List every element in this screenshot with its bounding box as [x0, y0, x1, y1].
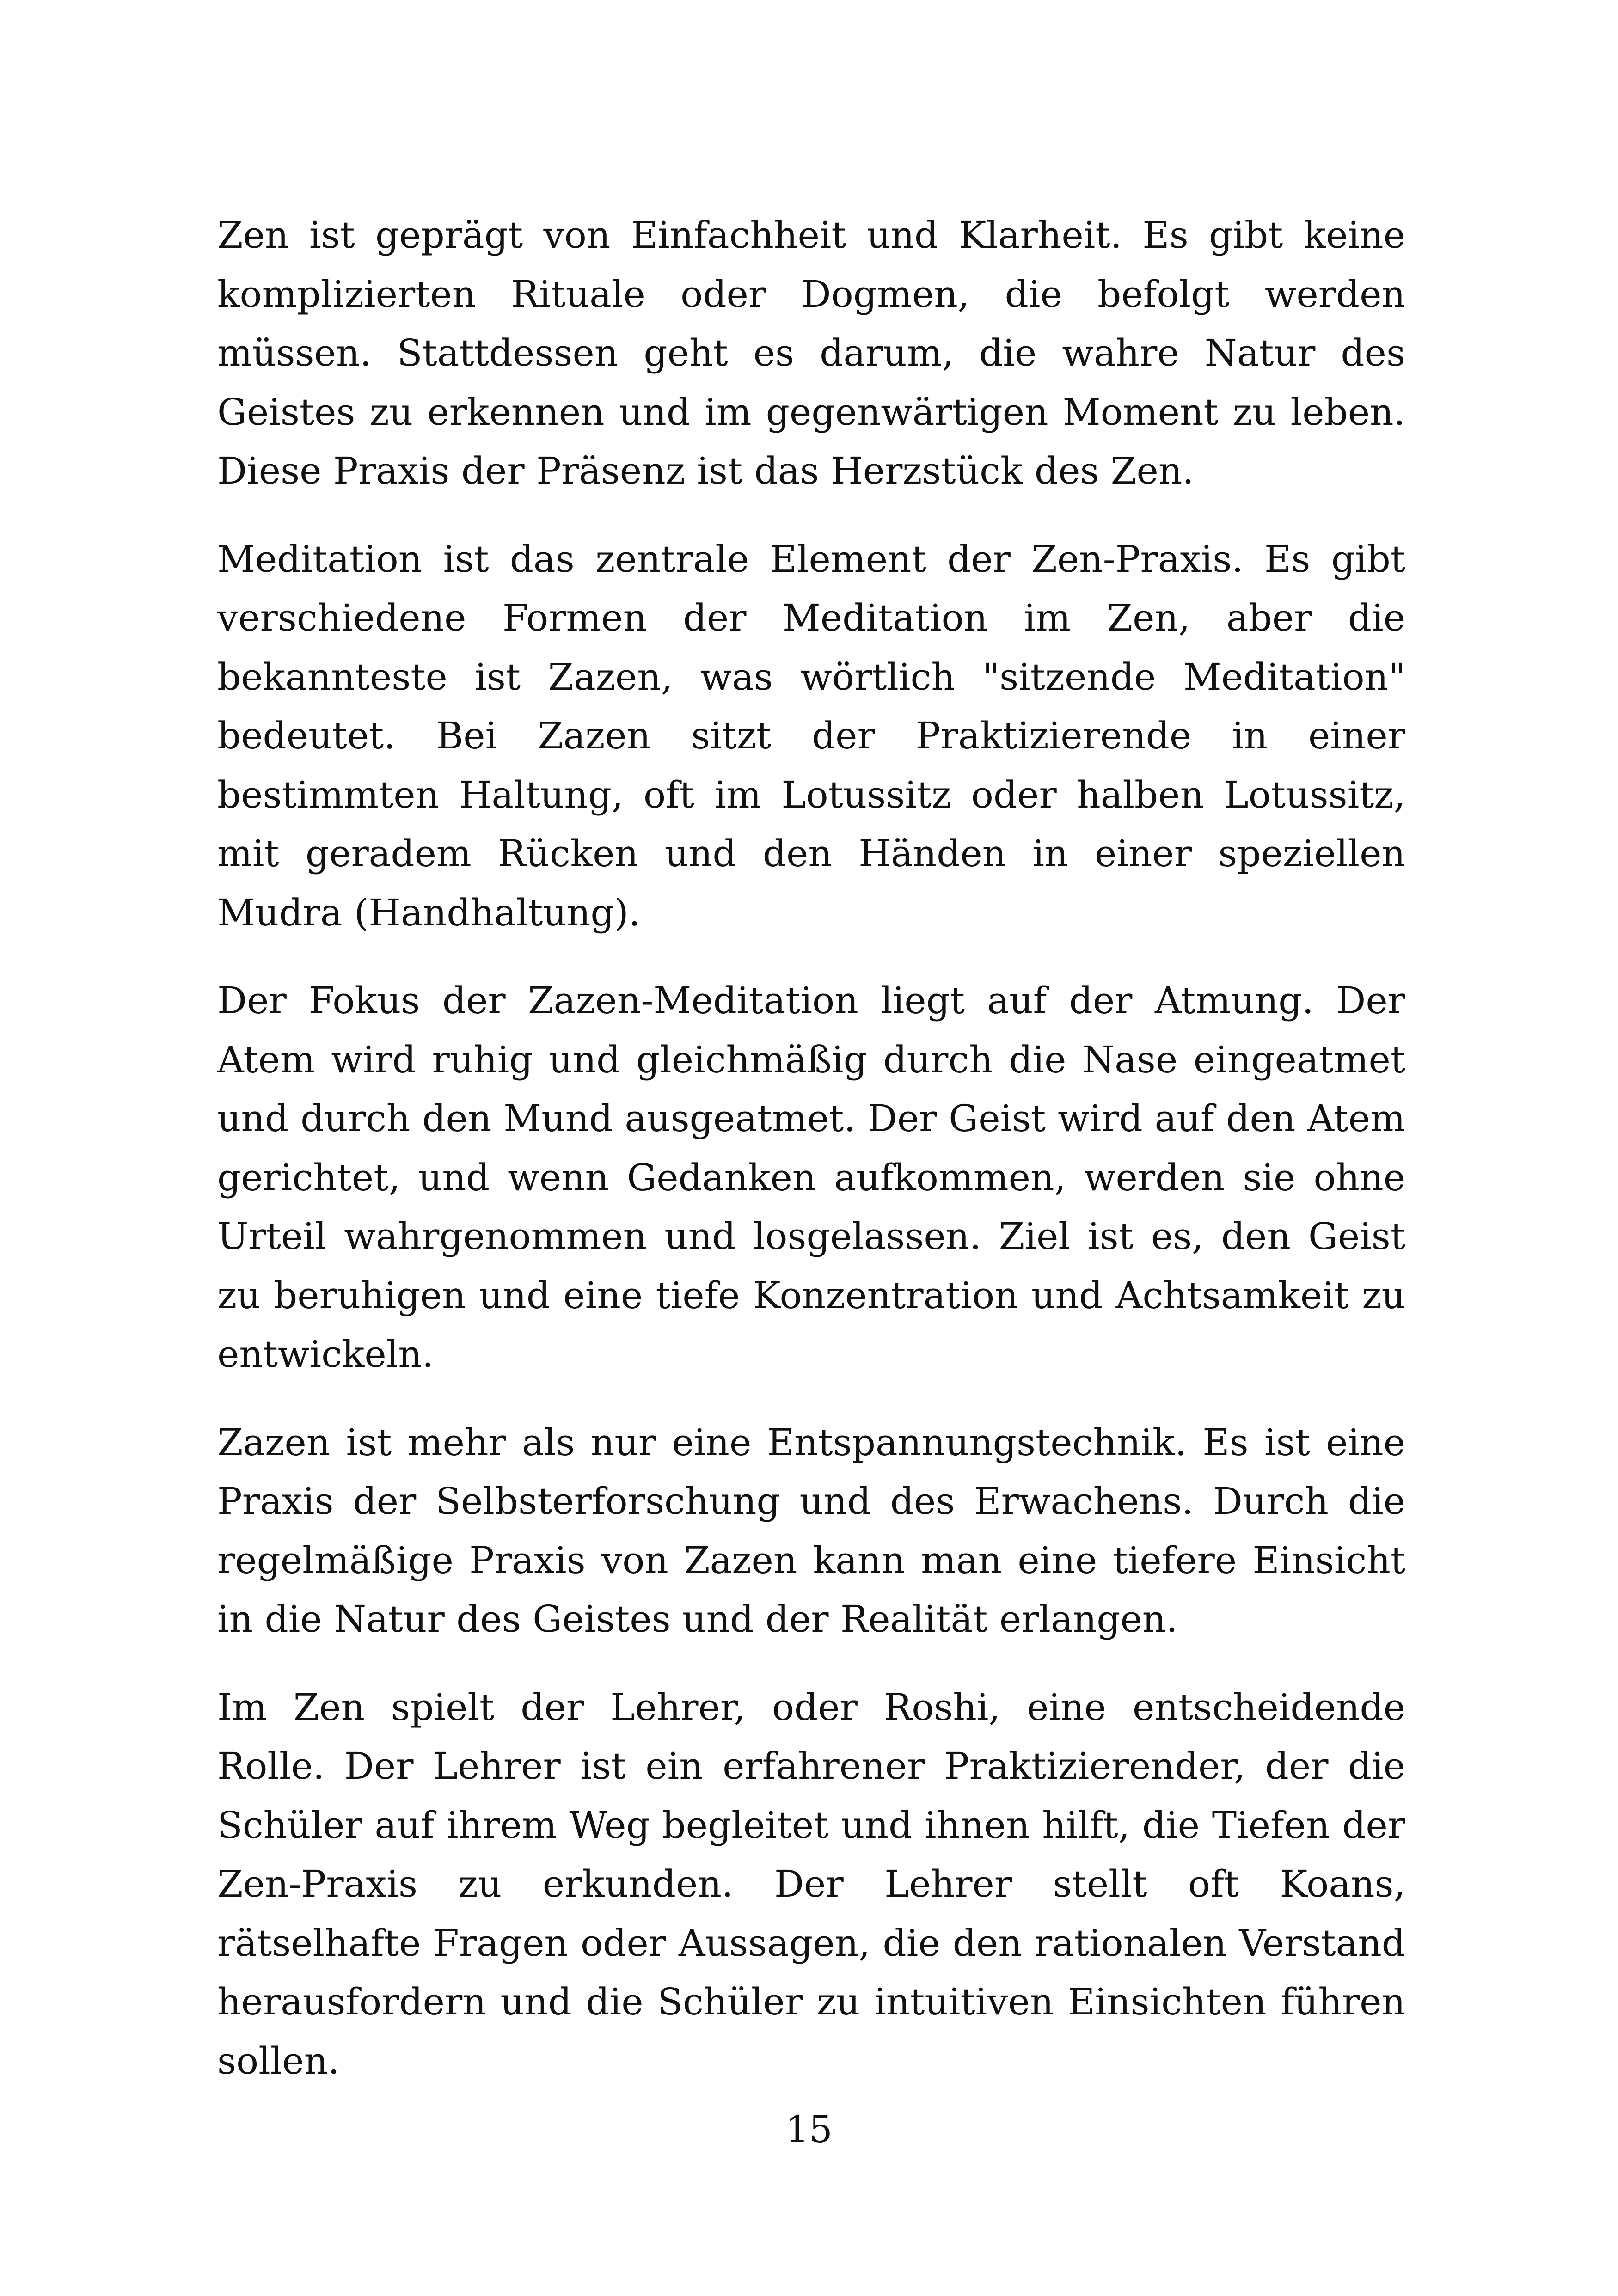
paragraph-3: Der Fokus der Zazen-Meditation liegt auf der Atmung. Der Atem wird ruhig und gleichmäßig durch die Nase eingeatmet und durch den Mund ausgeatmet. Der Geist wird auf den Atem gerichtet, und wenn Gedanken aufkommen, werden sie ohne Urteil wahrgenommen und losgelassen. Ziel ist es, den Geist zu beruhigen und eine tiefe Konzentration und Achtsamkeit zu entwickeln.	[217, 979, 1405, 1376]
body-text	[217, 206, 1405, 2119]
paragraph-1: Zen ist geprägt von Einfachheit und Klarheit. Es gibt keine komplizierten Rituale oder Dogmen, die befolgt werden müssen. Stattdessen geht es darum, die wahre Natur des Geistes zu erkennen und im gegenwärtigen Moment zu leben. Diese Praxis der Präsenz ist das Herzstück des Zen.	[217, 214, 1405, 492]
paragraph-5: Im Zen spielt der Lehrer, oder Roshi, eine entscheidende Rolle. Der Lehrer ist ein erfahrener Praktizierender, der die Schüler auf ihrem Weg begleitet und ihnen hilft, die Tiefen der Zen-Praxis zu erkunden. Der Lehrer stellt oft Koans, rätselhafte Fragen oder Aussagen, die den rationalen Verstand herausfordern und die Schüler zu intuitiven Einsichten führen sollen.	[217, 1685, 1405, 2082]
page-number: 15	[785, 2108, 833, 2151]
paragraph-2: Meditation ist das zentrale Element der Zen-Praxis. Es gibt verschiedene Formen der Meditation im Zen, aber die bekannteste ist Zazen, was wörtlich "sitzende Meditation" bedeutet. Bei Zazen sitzt der Praktizierende in einer bestimmten Haltung, oft im Lotussitz oder halben Lotussitz, mit geradem Rücken und den Händen in einer speziellen Mudra (Handhaltung).	[217, 537, 1405, 934]
paragraph-4: Zazen ist mehr als nur eine Entspannungstechnik. Es ist eine Praxis der Selbsterforschung und des Erwachens. Durch die regelmäßige Praxis von Zazen kann man eine tiefere Einsicht in die Natur des Geistes und der Realität erlangen.	[217, 1420, 1405, 1641]
